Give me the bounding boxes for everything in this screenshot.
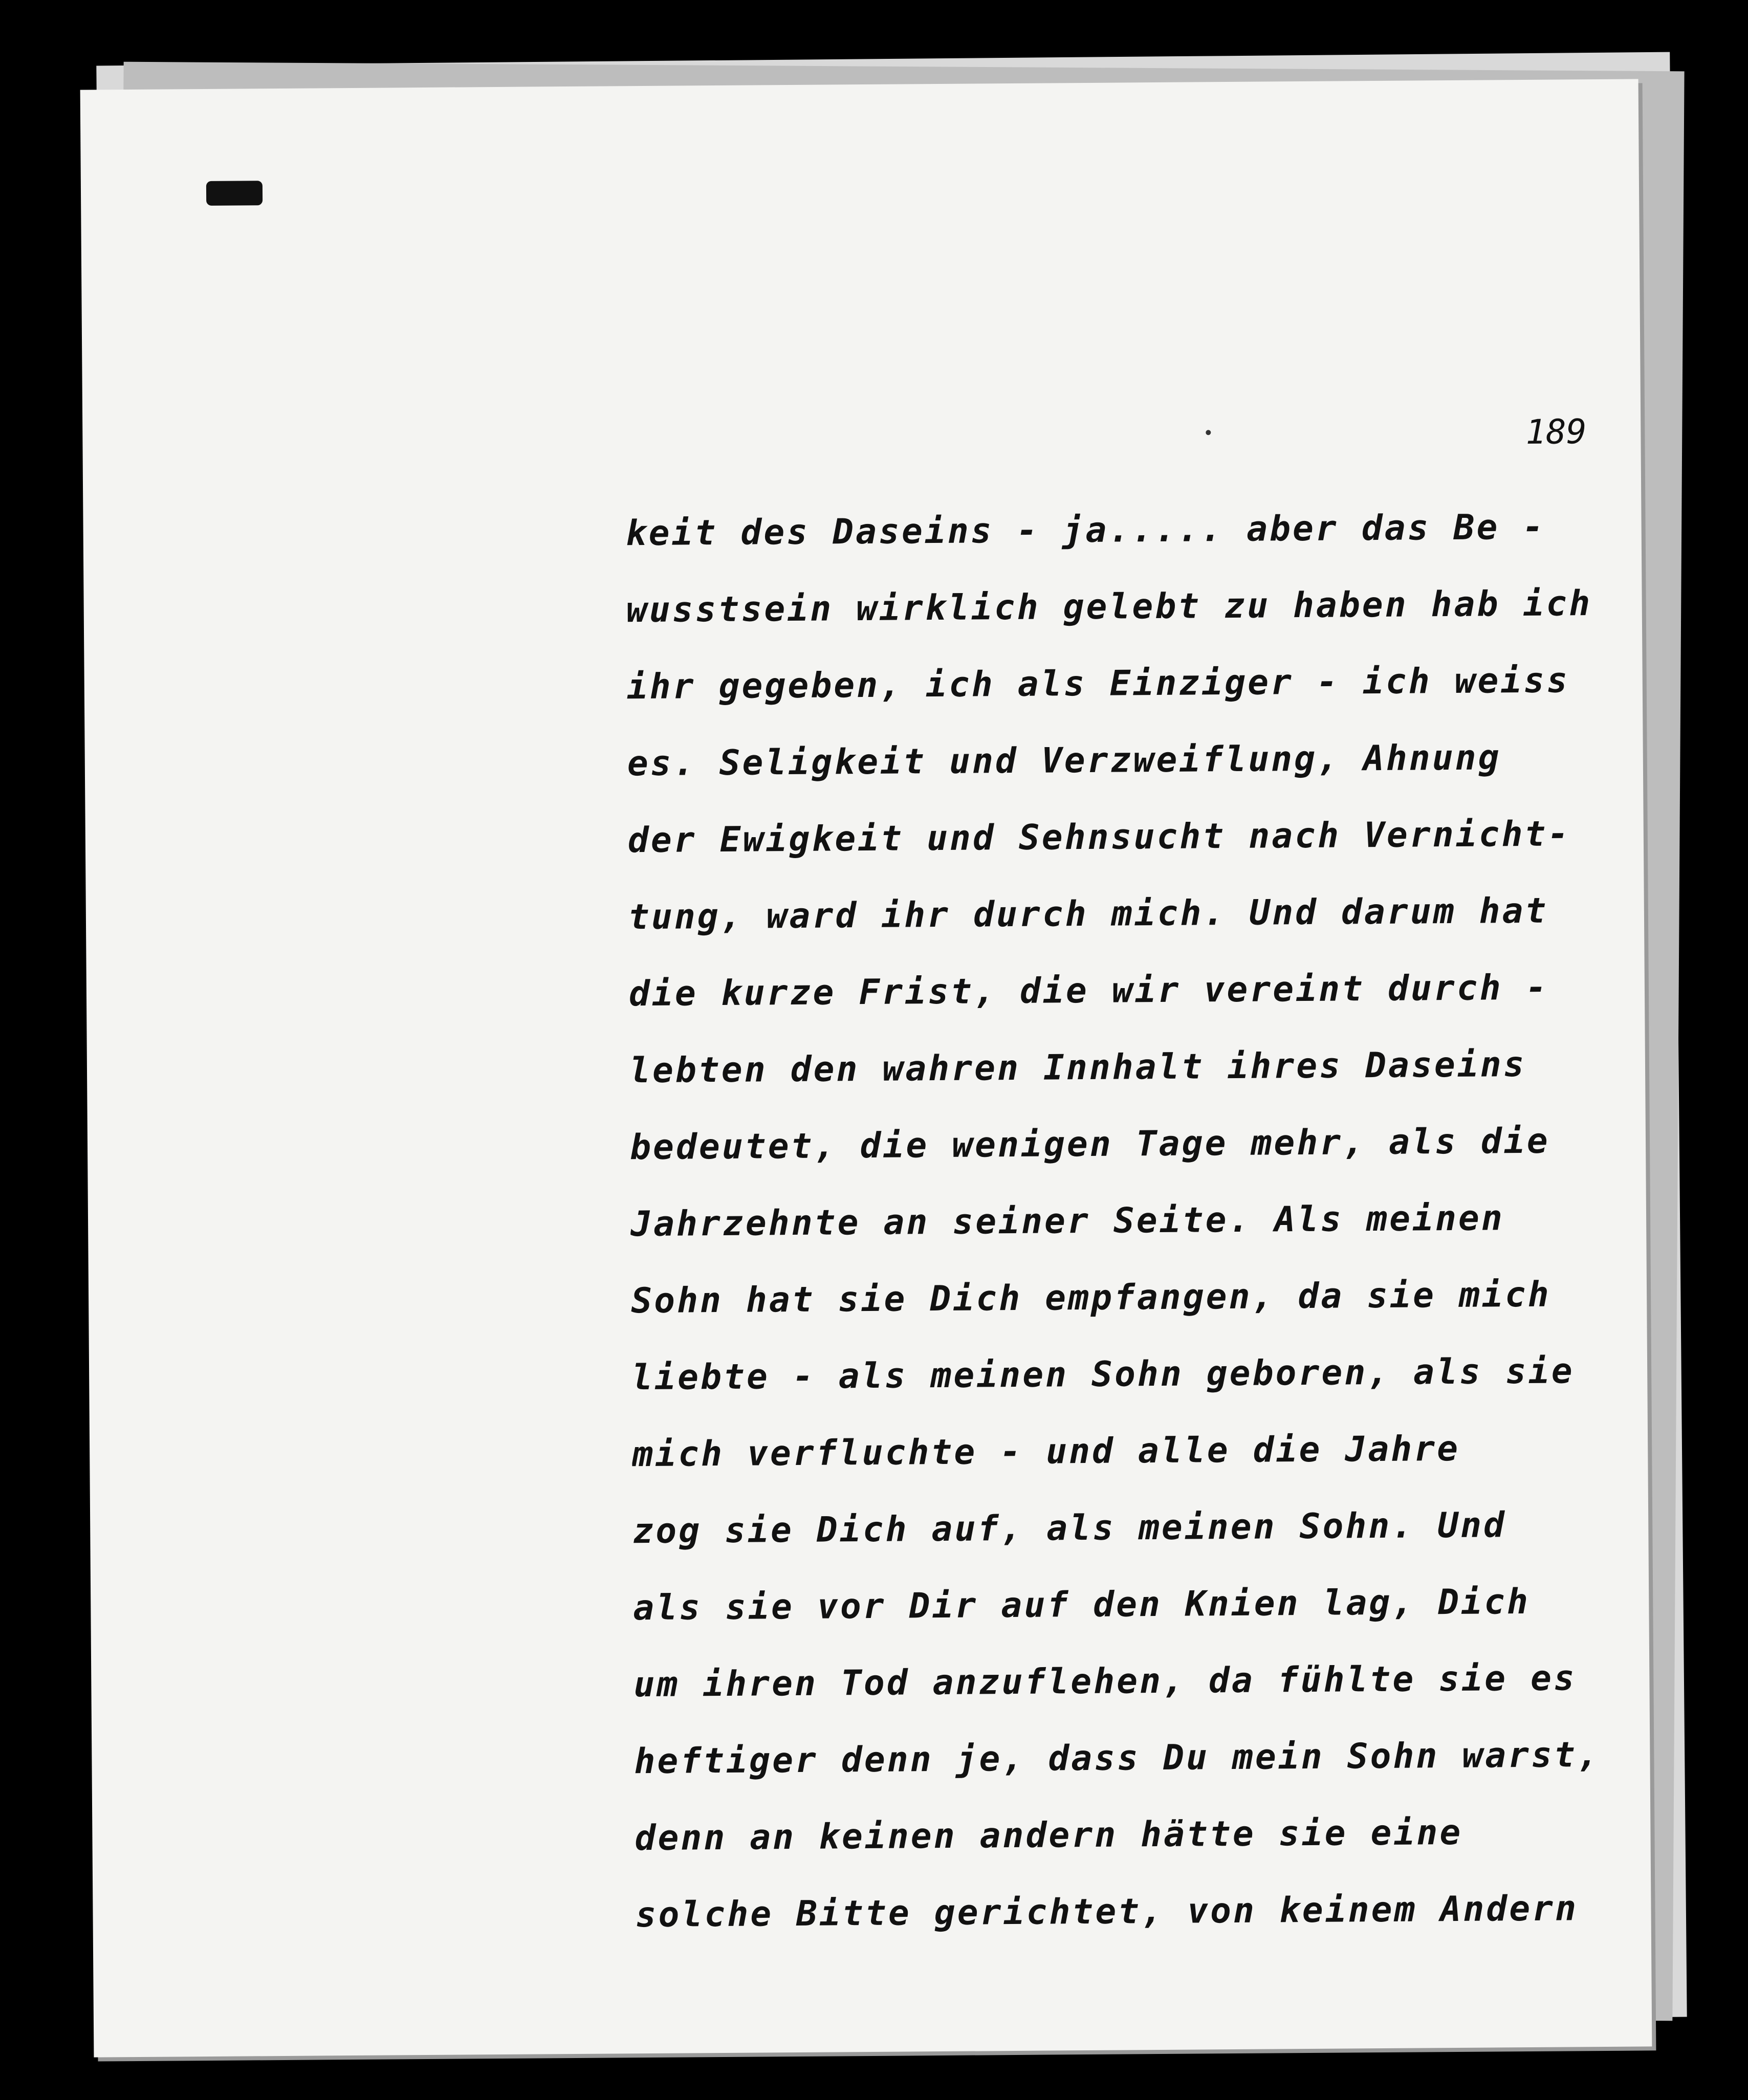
typed-body-text [625,488,1690,2005]
text-line: um ihren Tod anzuflehen, da fühlte sie es [633,1658,1577,1705]
staple-mark [206,181,263,206]
text-line: keit des Daseins - ja..... aber das Be - [625,507,1546,554]
typed-page [80,79,1652,2057]
text-line: ihr gegeben, ich als Einziger - ich weiss [626,660,1570,708]
text-line: als sie vor Dir auf den Knien lag, Dich [633,1581,1531,1629]
text-line: solche Bitte gerichtet, von keinem Andern [635,1888,1579,1936]
text-line: die kurze Frist, die wir vereint durch - [628,967,1549,1015]
text-line: liebte - als meinen Sohn geboren, als sie [631,1351,1575,1398]
text-line: der Ewigkeit und Sehnsucht nach Vernicht- [627,814,1571,861]
text-line: zog sie Dich auf, als meinen Sohn. Und [632,1505,1507,1552]
page-number: 189 [1525,412,1587,452]
text-line: Jahrzehnte an seiner Seite. Als meinen [630,1198,1505,1245]
text-line: denn an keinen andern hätte sie eine [635,1812,1463,1859]
text-line: es. Seligkeit und Verzweiflung, Ahnung [627,737,1501,784]
text-line: bedeutet, die wenigen Tage mehr, als die [629,1121,1550,1168]
text-line: heftiger denn je, dass Du mein Sohn warst, [634,1735,1601,1782]
text-line: Sohn hat sie Dich empfangen, da sie mich [630,1274,1551,1322]
text-line: tung, ward ihr durch mich. Und darum hat [628,890,1548,938]
ink-dot [1206,430,1211,435]
text-line: wusstsein wirklich gelebt zu haben hab ich [626,583,1592,631]
text-line: mich verfluchte - und alle die Jahre [631,1428,1460,1475]
text-line: lebten den wahren Innhalt ihres Daseins [629,1044,1526,1091]
